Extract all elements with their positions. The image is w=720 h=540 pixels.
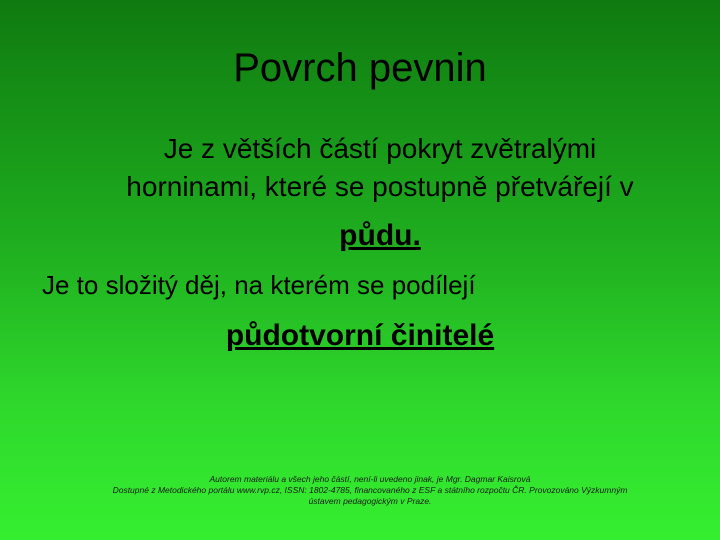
footer-credits [40,474,700,507]
paragraph-intro-line-1: Je z větších částí pokryt zvětralými [163,133,597,164]
emphasis-soil-factors: půdotvorní činitelé [225,319,495,352]
emphasis-soil: půdu. [339,219,421,252]
paragraph-process: Je to složitý děj, na kterém se podílejí [42,270,476,300]
paragraph-intro-line-2: horninami, které se postupně přetvářejí v [126,171,634,202]
paragraph-intro [80,130,680,206]
slide-title: Povrch pevnin [233,46,487,90]
footer-line-1: Autorem materiálu a všech jeho částí, není-li uvedeno jinak, je Mgr. Dagmar Kaisrová [209,474,531,484]
footer-line-2: Dostupné z Metodického portálu www.rvp.cz, ISSN: 1802-4785, financovaného z ESF a státního rozpočtu ČR. Provozováno Výzkumným [112,485,628,495]
footer-line-3: ústavem pedagogickým v Praze. [308,496,432,506]
